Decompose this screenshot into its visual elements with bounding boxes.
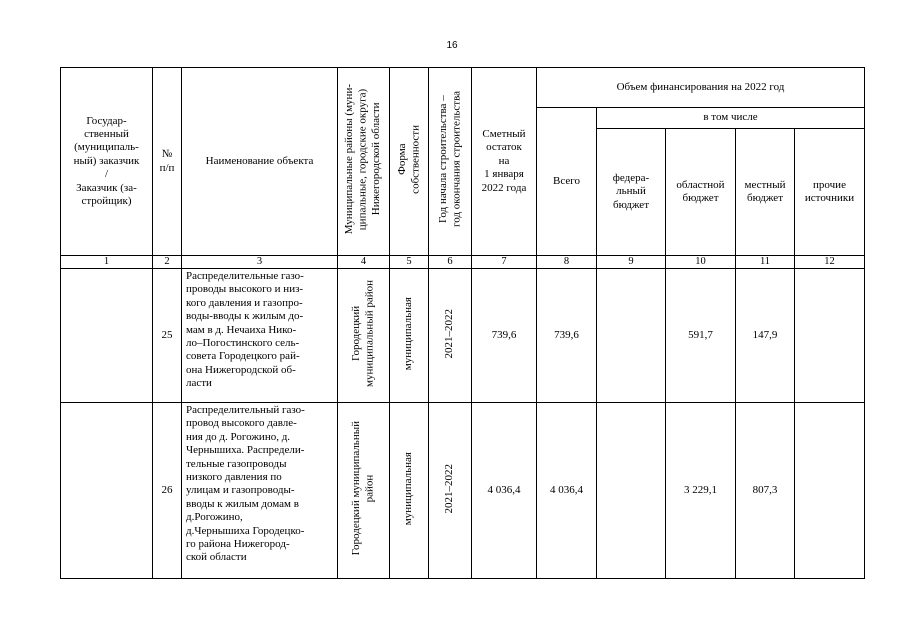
row-federal bbox=[597, 403, 666, 579]
col-num-11: 11 bbox=[736, 256, 795, 269]
page-number: 16 bbox=[446, 40, 458, 51]
row-local: 807,3 bbox=[736, 403, 795, 579]
row-estimated-balance: 739,6 bbox=[472, 269, 537, 403]
table-row bbox=[61, 403, 865, 579]
row-federal bbox=[597, 269, 666, 403]
row-object-name: Распределительный газо- провод высокого давле- ния до д. Рогожино, д. Чернышиха. Распредели- тельные газопроводы низкого давления по улицам и газопроводы- вводы к жилым домам в д.Рогожино, д.Чернышиха Городецко- го района Нижегород- ской области bbox=[182, 403, 338, 579]
row-total: 4 036,4 bbox=[537, 403, 597, 579]
col-num-2: 2 bbox=[153, 256, 182, 269]
row-object-name: Распределительные газо- проводы высокого и низ- кого давления и газопро- воды-вводы к жилым до- мам в д. Нечаиха Нико- ло–Погостинского сель- совета Городецкого рай- она Нижегородской об- ласти bbox=[182, 269, 338, 403]
header-regional: областной бюджет bbox=[666, 129, 736, 256]
header-ownership: Форма собственности bbox=[390, 68, 429, 256]
row-years: 2021–2022 bbox=[429, 403, 472, 579]
col-num-8: 8 bbox=[537, 256, 597, 269]
header-total: Всего bbox=[537, 108, 597, 256]
header-including: в том числе bbox=[597, 108, 865, 129]
row-customer bbox=[61, 403, 153, 579]
row-local: 147,9 bbox=[736, 269, 795, 403]
col-num-6: 6 bbox=[429, 256, 472, 269]
row-total: 739,6 bbox=[537, 269, 597, 403]
col-num-1: 1 bbox=[61, 256, 153, 269]
header-number: № п/п bbox=[153, 68, 182, 256]
header-district: Муниципальные районы (муни- ципальные, городские округа) Нижегородской области bbox=[338, 68, 390, 256]
financing-table bbox=[60, 67, 865, 579]
row-years: 2021–2022 bbox=[429, 269, 472, 403]
row-other bbox=[795, 269, 865, 403]
col-num-12: 12 bbox=[795, 256, 865, 269]
header-local: местный бюджет bbox=[736, 129, 795, 256]
table-row bbox=[61, 269, 865, 403]
row-regional: 591,7 bbox=[666, 269, 736, 403]
header-object-name: Наименование объекта bbox=[182, 68, 338, 256]
header-other: прочие источники bbox=[795, 129, 865, 256]
col-num-4: 4 bbox=[338, 256, 390, 269]
row-ownership: муниципальная bbox=[390, 403, 429, 579]
row-ownership: муниципальная bbox=[390, 269, 429, 403]
row-regional: 3 229,1 bbox=[666, 403, 736, 579]
row-estimated-balance: 4 036,4 bbox=[472, 403, 537, 579]
col-num-7: 7 bbox=[472, 256, 537, 269]
header-years: Год начала строительства – год окончания строительства bbox=[429, 68, 472, 256]
row-district: Городецкий муниципальный район bbox=[338, 403, 390, 579]
col-num-9: 9 bbox=[597, 256, 666, 269]
header-financing: Объем финансирования на 2022 год bbox=[537, 68, 865, 108]
col-num-10: 10 bbox=[666, 256, 736, 269]
col-num-5: 5 bbox=[390, 256, 429, 269]
row-customer bbox=[61, 269, 153, 403]
column-numbers-row bbox=[61, 256, 865, 269]
col-num-3: 3 bbox=[182, 256, 338, 269]
header-estimated-balance: Сметный остаток на 1 января 2022 года bbox=[472, 68, 537, 256]
row-number: 26 bbox=[153, 403, 182, 579]
header-customer: Государ- ственный (муниципаль- ный) заказчик / Заказчик (за- стройщик) bbox=[61, 68, 153, 256]
row-district: Городецкий муниципальный район bbox=[338, 269, 390, 403]
row-number: 25 bbox=[153, 269, 182, 403]
row-other bbox=[795, 403, 865, 579]
header-federal: федера- льный бюджет bbox=[597, 129, 666, 256]
